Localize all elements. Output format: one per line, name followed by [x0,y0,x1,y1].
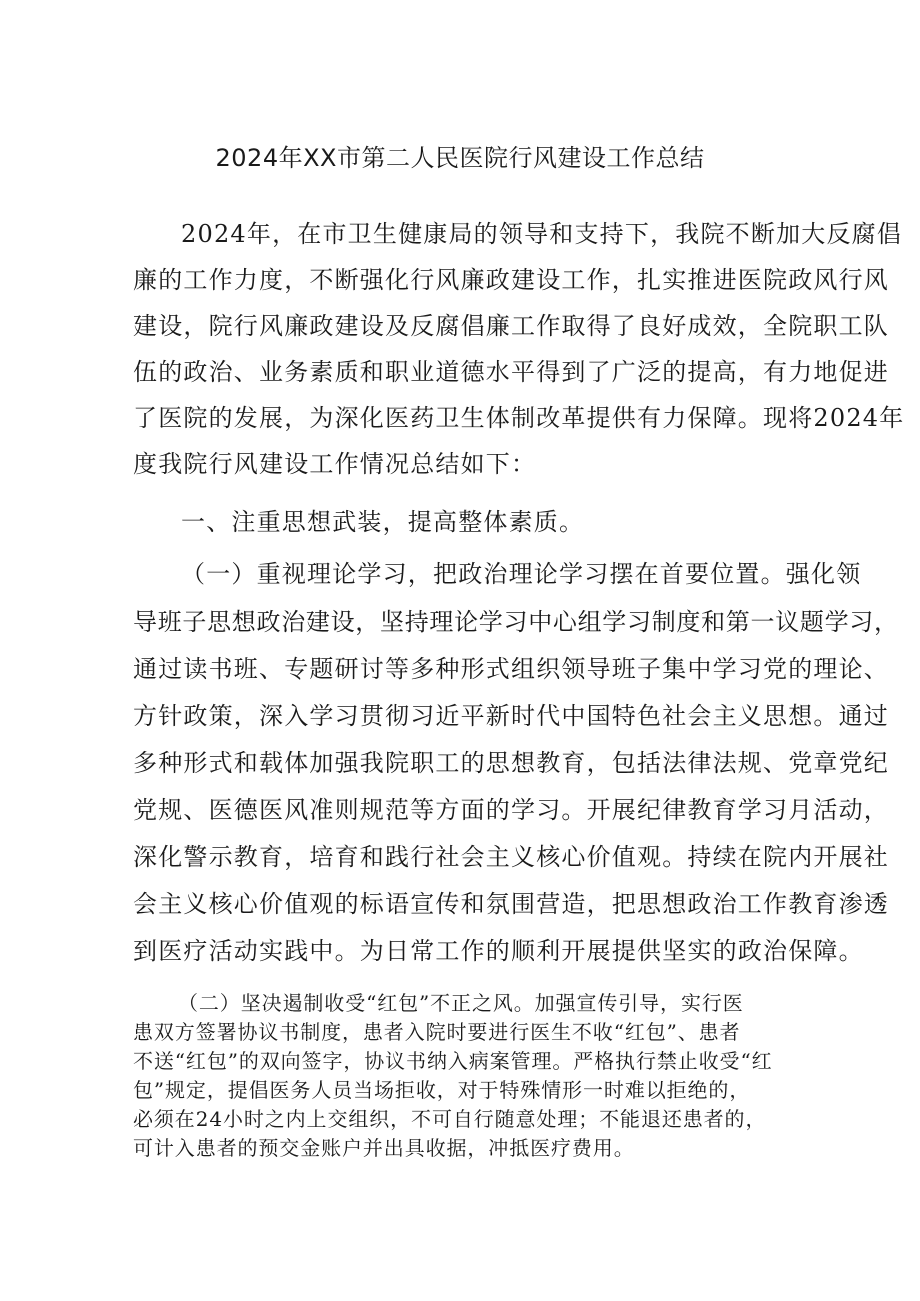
sub2-line: （二）坚决遏制收受“红包”不正之风。加强宣传引导，实行医 [178,991,744,1015]
sub2-line: 可计入患者的预交金账户并出具收据，冲抵医疗费用。 [133,1136,635,1160]
sub2-line: 必须在24小时之内上交组织，不可自行随意处理；不能退还患者的， [133,1107,767,1131]
sub1-line: 导班子思想政治建设，坚持理论学习中心组学习制度和第一议题学习， [133,608,899,636]
sub1-line: 会主义核心价值观的标语宣传和氛围营造，把思想政治工作教育渗透 [133,890,889,918]
document-title: 2024年XX市第二人民医院行风建设工作总结 [215,144,705,172]
intro-line: 廉的工作力度，不断强化行风廉政建设工作，扎实推进医院政风行风 [133,266,889,294]
intro-line: 建设，院行风廉政建设及反腐倡廉工作取得了良好成效，全院职工队 [133,312,889,340]
sub1-line: 通过读书班、专题研讨等多种形式组织领导班子集中学习党的理论、 [133,655,889,683]
section-heading: 一、注重思想武装，提高整体素质。 [181,508,585,536]
sub1-line: 党规、医德医风准则规范等方面的学习。开展纪律教育学习月活动， [133,796,889,824]
sub2-line: 不送“红包”的双向签字，协议书纳入病案管理。严格执行禁止收受“红 [133,1049,773,1073]
sub2-line: 患双方签署协议书制度，患者入院时要进行医生不收“红包”、患者 [133,1020,741,1044]
sub1-line: 深化警示教育，培育和践行社会主义核心价值观。持续在院内开展社 [133,843,889,871]
intro-line: 度我院行风建设工作情况总结如下： [133,450,537,478]
sub2-line: 包”规定，提倡医务人员当场拒收，对于特殊情形一时难以拒绝的， [133,1078,751,1102]
intro-line: 伍的政治、业务素质和职业道德水平得到了广泛的提高，有力地促进 [133,358,889,386]
sub1-line: 多种形式和载体加强我院职工的思想教育，包括法律法规、党章党纪 [133,749,889,777]
sub1-line: （一）重视理论学习，把政治理论学习摆在首要位置。强化领 [181,560,862,588]
sub1-line: 方针政策，深入学习贯彻习近平新时代中国特色社会主义思想。通过 [133,702,889,730]
intro-line: 2024年，在市卫生健康局的领导和支持下，我院不断加大反腐倡 [181,220,903,248]
sub1-line: 到医疗活动实践中。为日常工作的顺利开展提供坚实的政治保障。 [133,937,864,965]
intro-line: 了医院的发展，为深化医药卫生体制改革提供有力保障。现将2024年 [133,404,905,432]
